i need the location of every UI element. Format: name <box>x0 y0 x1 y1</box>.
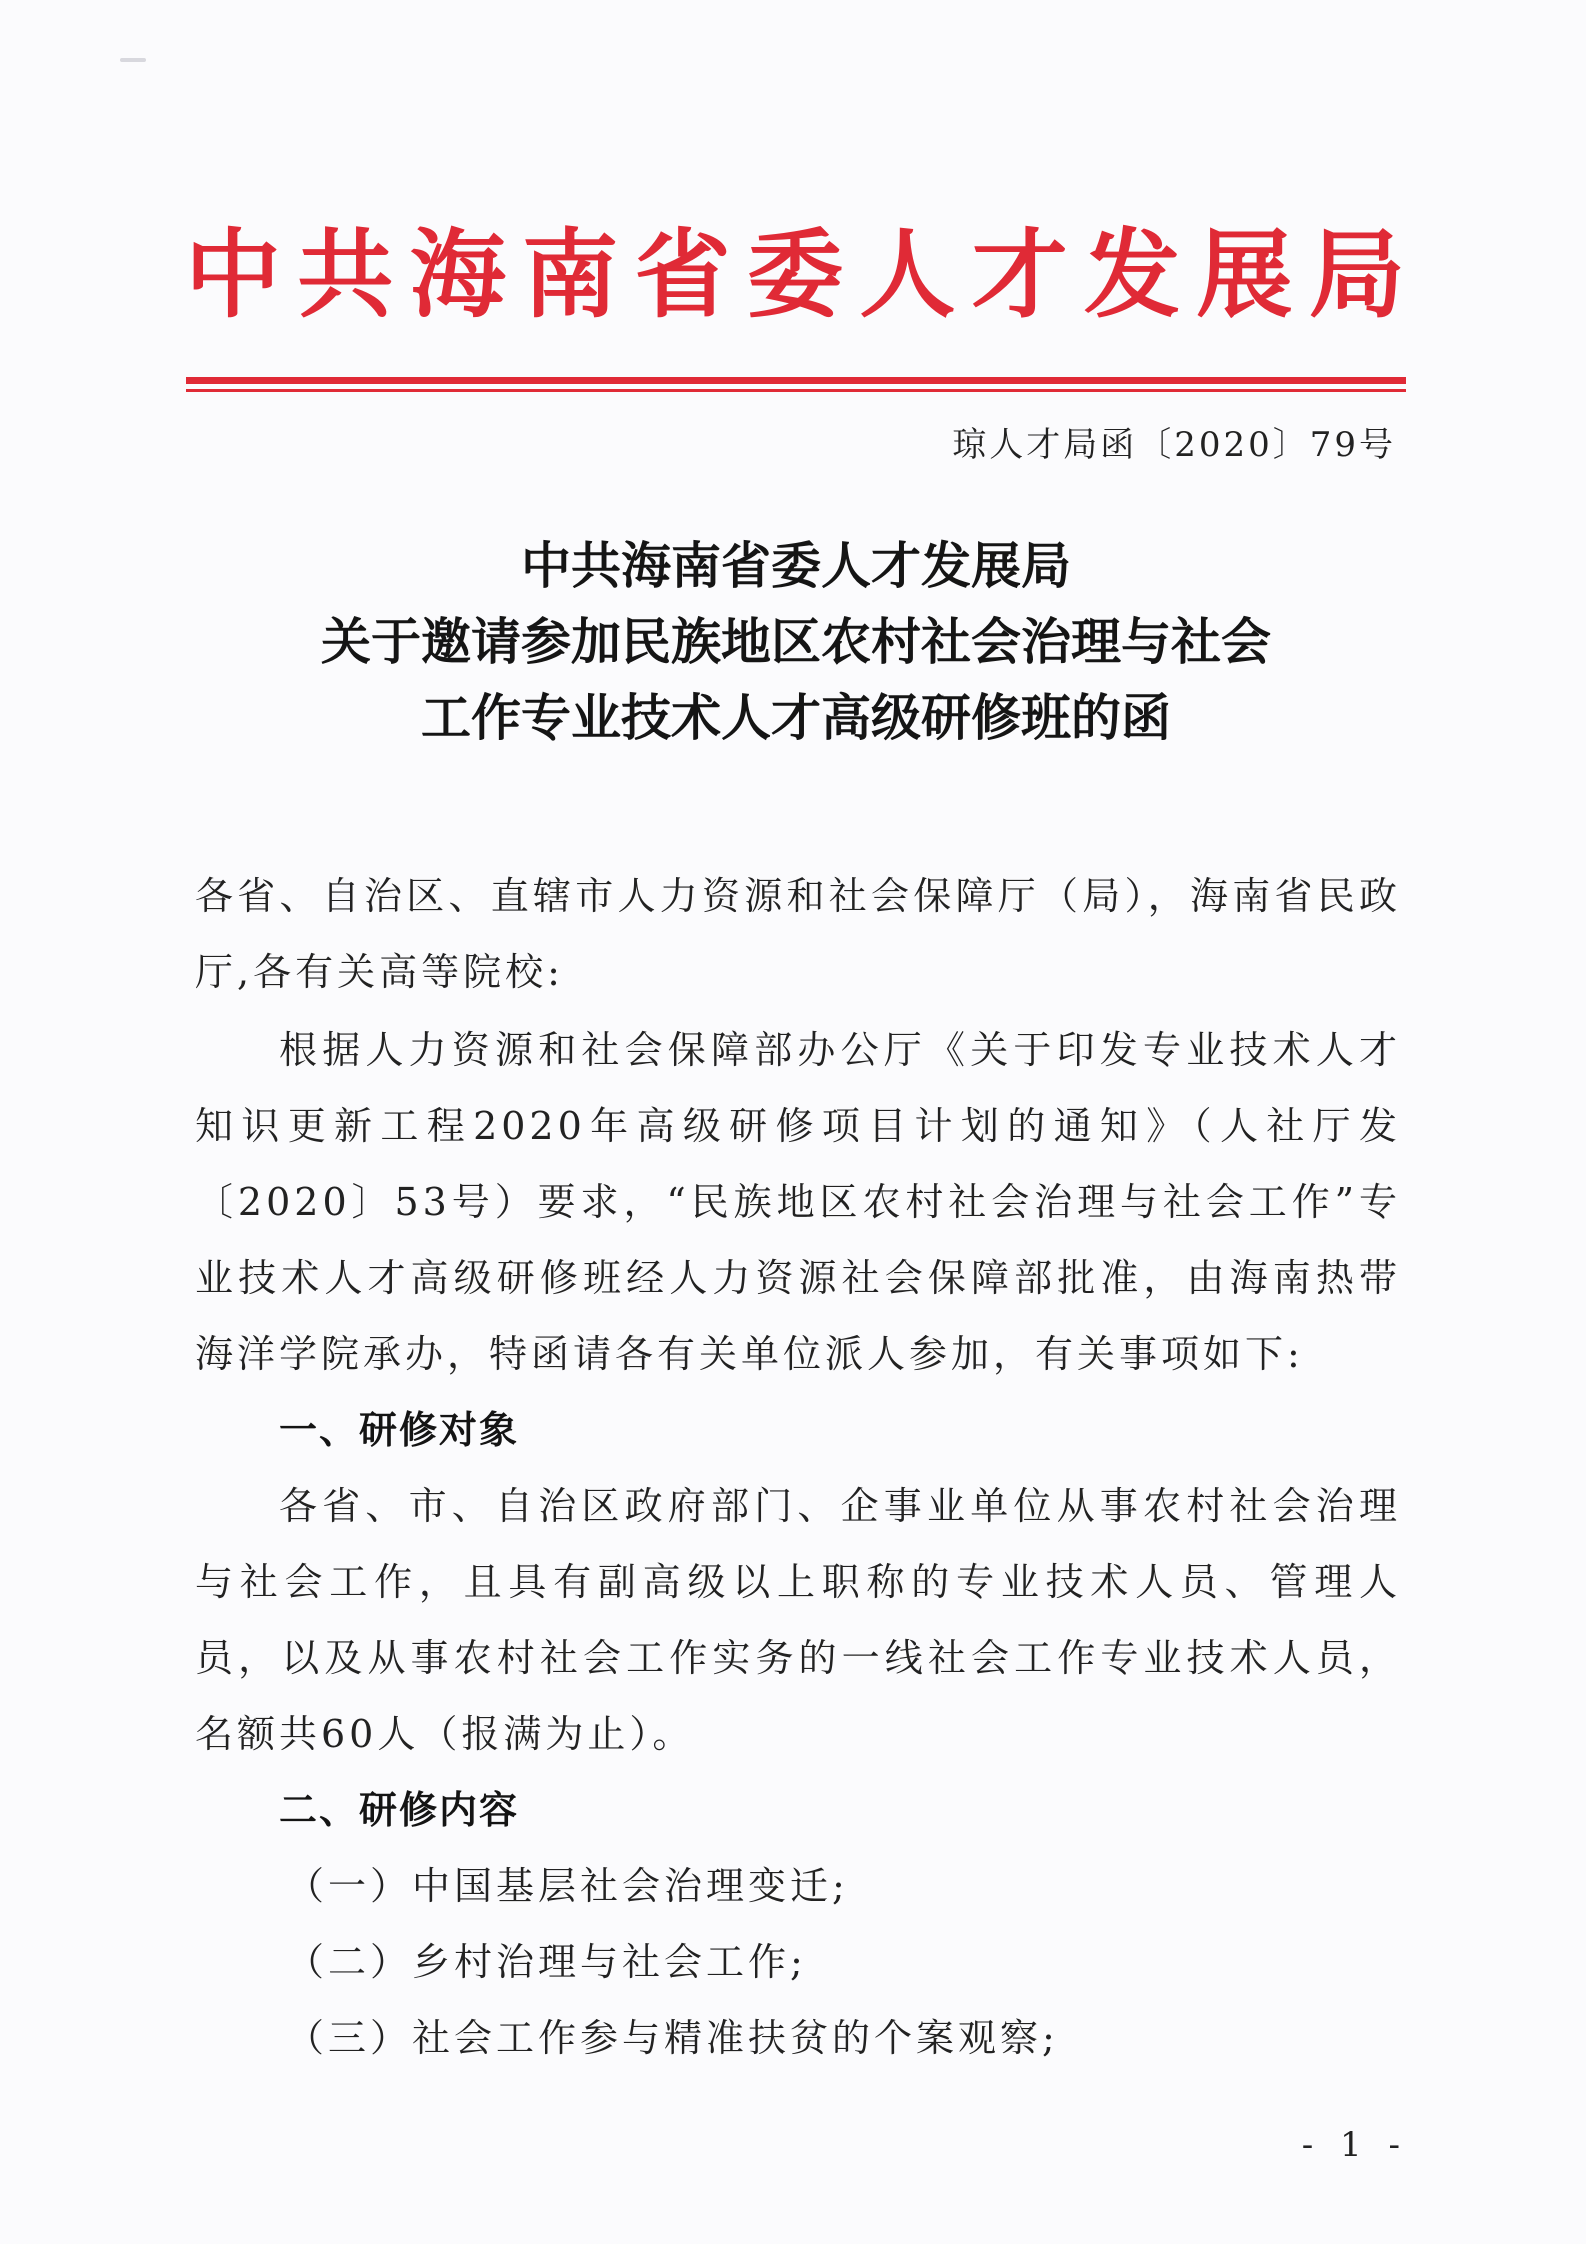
document-title <box>186 528 1406 756</box>
title-line: 关于邀请参加民族地区农村社会治理与社会 <box>321 613 1271 671</box>
letterhead-char: 委 <box>746 218 843 331</box>
letterhead-rule-thin <box>186 389 1406 392</box>
letterhead-char: 南 <box>522 218 619 331</box>
letterhead-rule-thick <box>186 377 1406 384</box>
letterhead-char: 才 <box>971 218 1068 331</box>
list-item: （一）中国基层社会治理变迁; <box>286 1864 849 1908</box>
list-item: （三）社会工作参与精准扶贫的个案观察; <box>286 2016 1059 2060</box>
section-heading-content: 二、研修内容 <box>279 1788 520 1832</box>
salutation: 各省、自治区、直辖市人力资源和社会保障厅（局），海南省民政厅,各有关高等院校: <box>195 874 1401 994</box>
document-number: 琼人才局函〔2020〕79号 <box>952 425 1396 465</box>
intro-paragraph: 根据人力资源和社会保障部办公厅《关于印发专业技术人才知识更新工程2020年高级研修项目计划的通知》（人社厅发〔2020〕53号）要求，“民族地区农村社会治理与社会工作”专业技术人才高级研修班经人力资源社会保障部批准，由海南热带海洋学院承办，特函请各有关单位派人参加，有关事项如下: <box>195 1028 1401 1376</box>
page-number: - 1 - <box>1301 2125 1408 2165</box>
letterhead-char: 共 <box>297 218 394 331</box>
letterhead-char: 中 <box>185 218 281 331</box>
section-heading-participants: 一、研修对象 <box>279 1408 520 1452</box>
letterhead-char: 人 <box>859 218 956 331</box>
list-item: （二）乡村治理与社会工作; <box>286 1940 807 1984</box>
title-line: 工作专业技术人才高级研修班的函 <box>421 689 1171 747</box>
letterhead-char: 海 <box>409 218 506 331</box>
letterhead-char: 局 <box>1308 218 1405 331</box>
letterhead-char: 发 <box>1084 218 1181 331</box>
letterhead <box>185 215 1405 335</box>
scan-artifact <box>120 58 146 62</box>
letterhead-char: 展 <box>1196 218 1293 331</box>
participants-paragraph: 各省、市、自治区政府部门、企事业单位从事农村社会治理与社会工作，且具有副高级以上职称的专业技术人员、管理人员，以及从事农村社会工作实务的一线社会工作专业技术人员，名额共60人（报满为止）。 <box>195 1484 1401 1756</box>
title-line: 中共海南省委人才发展局 <box>521 537 1071 595</box>
content-list <box>286 1848 1386 2076</box>
letterhead-char: 省 <box>634 218 731 331</box>
